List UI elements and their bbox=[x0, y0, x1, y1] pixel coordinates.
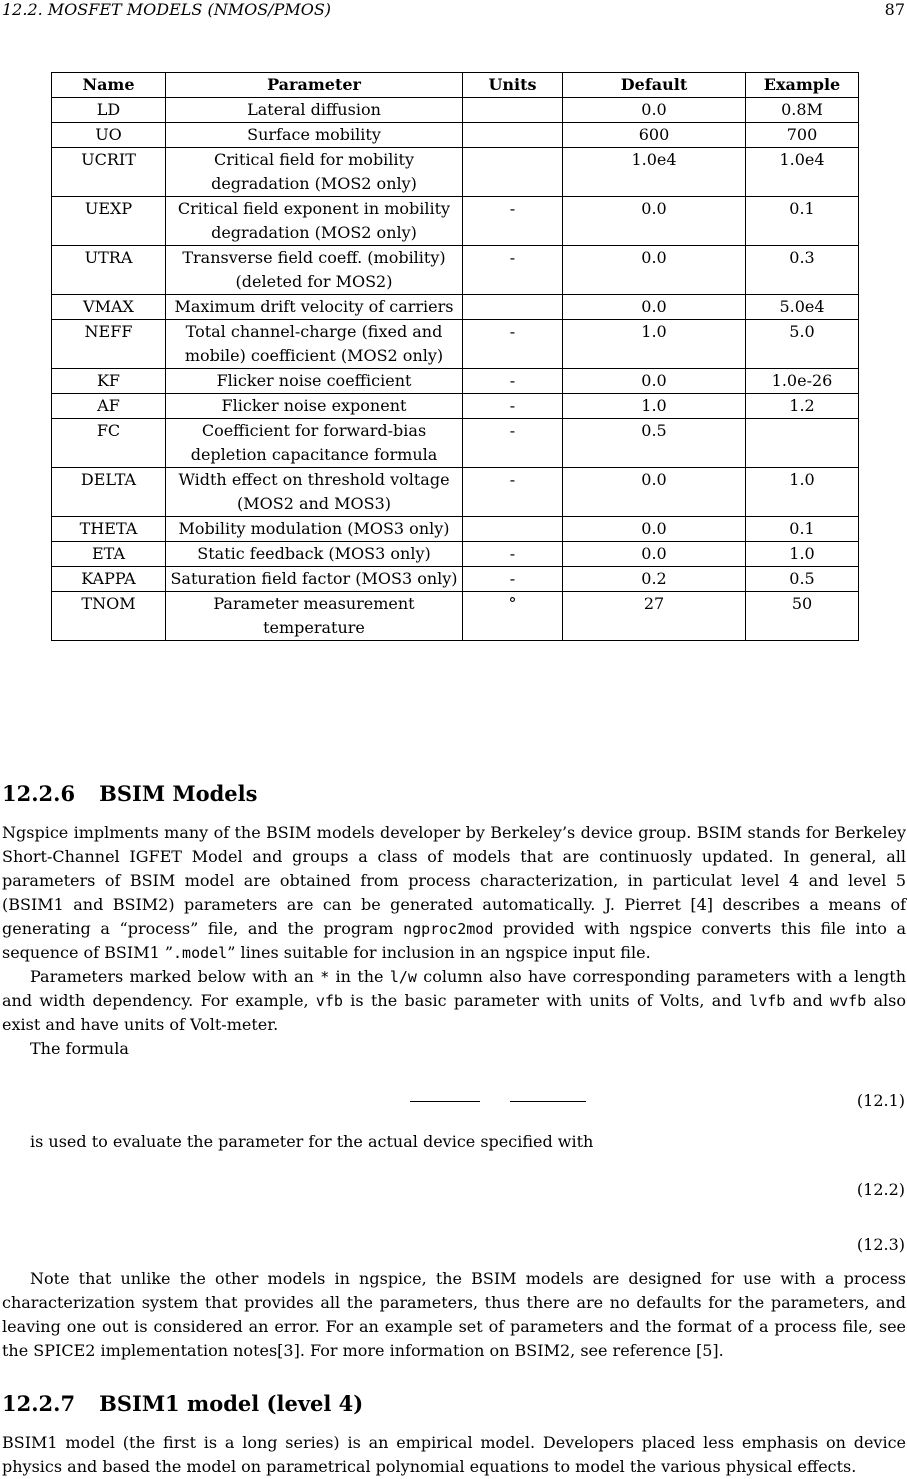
table-cell-name: AF bbox=[52, 394, 166, 419]
text-run: also exist and have units of Volt-meter. bbox=[2, 991, 907, 1034]
table-cell-units bbox=[463, 295, 563, 320]
table-cell-example: 1.0e-26 bbox=[746, 369, 859, 394]
equation-number: (12.2) bbox=[856, 1180, 905, 1199]
table-cell-parameter: Parameter measurement temperature bbox=[166, 592, 463, 641]
code-wvfb: wvfb bbox=[830, 992, 867, 1010]
code-ngproc2mod: ngproc2mod bbox=[403, 920, 494, 938]
table-cell-name: UCRIT bbox=[52, 148, 166, 197]
table-cell-name: UO bbox=[52, 123, 166, 148]
code-vfb: vfb bbox=[315, 992, 343, 1010]
parameter-table bbox=[51, 72, 859, 641]
table-cell-example: 5.0 bbox=[746, 320, 859, 369]
text-run: and bbox=[785, 991, 831, 1010]
table-row bbox=[52, 197, 859, 246]
table-cell-example: 1.0 bbox=[746, 468, 859, 517]
table-cell-name: KF bbox=[52, 369, 166, 394]
table-cell-parameter: Transverse field coeff. (mobility) (deleted for MOS2) bbox=[166, 246, 463, 295]
table-cell-name: TNOM bbox=[52, 592, 166, 641]
table-cell-parameter: Critical field exponent in mobility degradation (MOS2 only) bbox=[166, 197, 463, 246]
table-cell-units: - bbox=[463, 246, 563, 295]
equation-12-2 bbox=[0, 1180, 907, 1204]
table-cell-example: 1.0e4 bbox=[746, 148, 859, 197]
table-cell-units: - bbox=[463, 320, 563, 369]
table-row bbox=[52, 517, 859, 542]
table-cell-example bbox=[746, 419, 859, 468]
section-number: 12.2.7 bbox=[2, 1391, 76, 1416]
code-lvfb: lvfb bbox=[749, 992, 786, 1010]
table-cell-default: 0.0 bbox=[563, 542, 746, 567]
column-header: Example bbox=[746, 73, 859, 98]
section-heading-bsim-models bbox=[2, 781, 257, 806]
table-cell-units: - bbox=[463, 567, 563, 592]
table-row bbox=[52, 320, 859, 369]
table-cell-default: 0.0 bbox=[563, 98, 746, 123]
table-cell-default: 0.0 bbox=[563, 246, 746, 295]
table-cell-units bbox=[463, 517, 563, 542]
table-cell-example: 700 bbox=[746, 123, 859, 148]
column-header: Name bbox=[52, 73, 166, 98]
page-number: 87 bbox=[884, 0, 905, 19]
equation-number: (12.3) bbox=[856, 1235, 905, 1254]
table-cell-parameter: Mobility modulation (MOS3 only) bbox=[166, 517, 463, 542]
text-run: ” lines suitable for inclusion in an ngspice input file. bbox=[227, 943, 651, 962]
table-row bbox=[52, 592, 859, 641]
table-cell-default: 0.2 bbox=[563, 567, 746, 592]
table-cell-example: 5.0e4 bbox=[746, 295, 859, 320]
table-cell-example: 1.0 bbox=[746, 542, 859, 567]
section-number: 12.2.6 bbox=[2, 781, 76, 806]
paragraph-bsim-intro bbox=[2, 821, 906, 965]
table-cell-parameter: Width effect on threshold voltage (MOS2 and MOS3) bbox=[166, 468, 463, 517]
text-run: provided with ngspice converts this file into a sequence of BSIM1 ” bbox=[2, 919, 907, 962]
header-section-title: 12.2. MOSFET MODELS (NMOS/PMOS) bbox=[2, 0, 332, 19]
equation-number: (12.1) bbox=[856, 1091, 905, 1110]
table-row bbox=[52, 468, 859, 517]
running-header bbox=[0, 0, 907, 20]
table-row bbox=[52, 394, 859, 419]
table-body bbox=[52, 98, 859, 641]
table-row bbox=[52, 246, 859, 295]
table-cell-name: UEXP bbox=[52, 197, 166, 246]
table-cell-name: NEFF bbox=[52, 320, 166, 369]
table-cell-default: 1.0 bbox=[563, 394, 746, 419]
paragraph-bsim-note: Note that unlike the other models in ngspice, the BSIM models are designed for use with a process characterization system that provides all the parameters, thus there are no defaults for the parameters, and leaving one out is considered an error. For an example set of parameters and the format of a process file, see the SPICE2 implementation notes[3]. For more information on BSIM2, see reference [5]. bbox=[2, 1269, 906, 1360]
table-cell-default: 1.0 bbox=[563, 320, 746, 369]
table-header-row bbox=[52, 73, 859, 98]
table-cell-units: ° bbox=[463, 592, 563, 641]
table-cell-default: 0.0 bbox=[563, 369, 746, 394]
column-header: Default bbox=[563, 73, 746, 98]
table-cell-parameter: Flicker noise exponent bbox=[166, 394, 463, 419]
table-cell-default: 600 bbox=[563, 123, 746, 148]
table-row bbox=[52, 369, 859, 394]
paragraph-lw-dependency bbox=[2, 965, 906, 1037]
table-cell-example: 0.8M bbox=[746, 98, 859, 123]
table-cell-example: 0.3 bbox=[746, 246, 859, 295]
table-cell-units: - bbox=[463, 468, 563, 517]
table-cell-default: 0.0 bbox=[563, 197, 746, 246]
text-run: column also have corresponding parameters with a length and width dependency. For example, bbox=[2, 967, 906, 1010]
table-cell-parameter: Surface mobility bbox=[166, 123, 463, 148]
fraction-bar bbox=[510, 1101, 586, 1102]
table-cell-units: - bbox=[463, 394, 563, 419]
table-cell-default: 0.5 bbox=[563, 419, 746, 468]
table-cell-parameter: Lateral diffusion bbox=[166, 98, 463, 123]
table-cell-example: 0.5 bbox=[746, 567, 859, 592]
table-row bbox=[52, 98, 859, 123]
section-title: BSIM Models bbox=[99, 781, 258, 806]
table-cell-parameter: Coefficient for forward-bias depletion capacitance formula bbox=[166, 419, 463, 468]
equation-12-1 bbox=[0, 1091, 907, 1115]
paragraph-evaluate: is used to evaluate the parameter for the actual device specified with bbox=[30, 1132, 594, 1151]
table-row bbox=[52, 419, 859, 468]
text-run: Ngspice implments many of the BSIM models developer by Berkeley’s device group. BSIM stands for Berkeley Short-Channel IGFET Model and groups a class of models that are continuosly updated. In general, all parameters of BSIM model are obtained from process characterization, in particulat level 4 and level 5 (BSIM1 and BSIM2) parameters are can be generated automatically. J. Pierret [4] describes a means of generating a “process” file, and the program bbox=[2, 823, 906, 938]
column-header: Units bbox=[463, 73, 563, 98]
table-cell-name: FC bbox=[52, 419, 166, 468]
table-row bbox=[52, 123, 859, 148]
text-run: in the bbox=[329, 967, 390, 986]
equation-12-3 bbox=[0, 1235, 907, 1259]
section-heading-bsim1 bbox=[2, 1391, 363, 1416]
table-cell-default: 0.0 bbox=[563, 295, 746, 320]
table-cell-default: 1.0e4 bbox=[563, 148, 746, 197]
table-cell-parameter: Total channel-charge (fixed and mobile) coefficient (MOS2 only) bbox=[166, 320, 463, 369]
code-lw: l/w bbox=[389, 968, 417, 986]
fraction-bar bbox=[410, 1101, 480, 1102]
table-cell-parameter: Maximum drift velocity of carriers bbox=[166, 295, 463, 320]
table-cell-parameter: Flicker noise coefficient bbox=[166, 369, 463, 394]
table-cell-default: 27 bbox=[563, 592, 746, 641]
table-row bbox=[52, 295, 859, 320]
table-cell-name: LD bbox=[52, 98, 166, 123]
table-cell-default: 0.0 bbox=[563, 517, 746, 542]
table-cell-units: - bbox=[463, 369, 563, 394]
text-run: Parameters marked below with an bbox=[30, 967, 321, 986]
paragraph-bsim1-intro: BSIM1 model (the first is a long series) is an empirical model. Developers placed less emphasis on device physics and based the model on parametrical polynomial equations to model the various physical effects. bbox=[2, 1433, 906, 1476]
table-cell-name: UTRA bbox=[52, 246, 166, 295]
section-title: BSIM1 model (level 4) bbox=[99, 1391, 364, 1416]
text-run: is the basic parameter with units of Volts, and bbox=[342, 991, 750, 1010]
table-row bbox=[52, 542, 859, 567]
table-row bbox=[52, 567, 859, 592]
table-cell-parameter: Saturation field factor (MOS3 only) bbox=[166, 567, 463, 592]
table-cell-units bbox=[463, 148, 563, 197]
table-cell-default: 0.0 bbox=[563, 468, 746, 517]
table-cell-name: KAPPA bbox=[52, 567, 166, 592]
paragraph-formula-intro: The formula bbox=[30, 1039, 129, 1058]
table-cell-example: 50 bbox=[746, 592, 859, 641]
table-cell-units: - bbox=[463, 197, 563, 246]
table-cell-example: 1.2 bbox=[746, 394, 859, 419]
table-cell-units: - bbox=[463, 542, 563, 567]
table-cell-units bbox=[463, 98, 563, 123]
table-cell-units bbox=[463, 123, 563, 148]
table-cell-name: ETA bbox=[52, 542, 166, 567]
table-cell-parameter: Static feedback (MOS3 only) bbox=[166, 542, 463, 567]
table-cell-name: VMAX bbox=[52, 295, 166, 320]
table-cell-name: THETA bbox=[52, 517, 166, 542]
code-model: .model bbox=[173, 944, 228, 962]
table-cell-example: 0.1 bbox=[746, 517, 859, 542]
table-row bbox=[52, 148, 859, 197]
column-header: Parameter bbox=[166, 73, 463, 98]
table-cell-units: - bbox=[463, 419, 563, 468]
table-cell-parameter: Critical field for mobility degradation (MOS2 only) bbox=[166, 148, 463, 197]
table-cell-example: 0.1 bbox=[746, 197, 859, 246]
table-cell-name: DELTA bbox=[52, 468, 166, 517]
code-asterisk: * bbox=[320, 968, 330, 986]
